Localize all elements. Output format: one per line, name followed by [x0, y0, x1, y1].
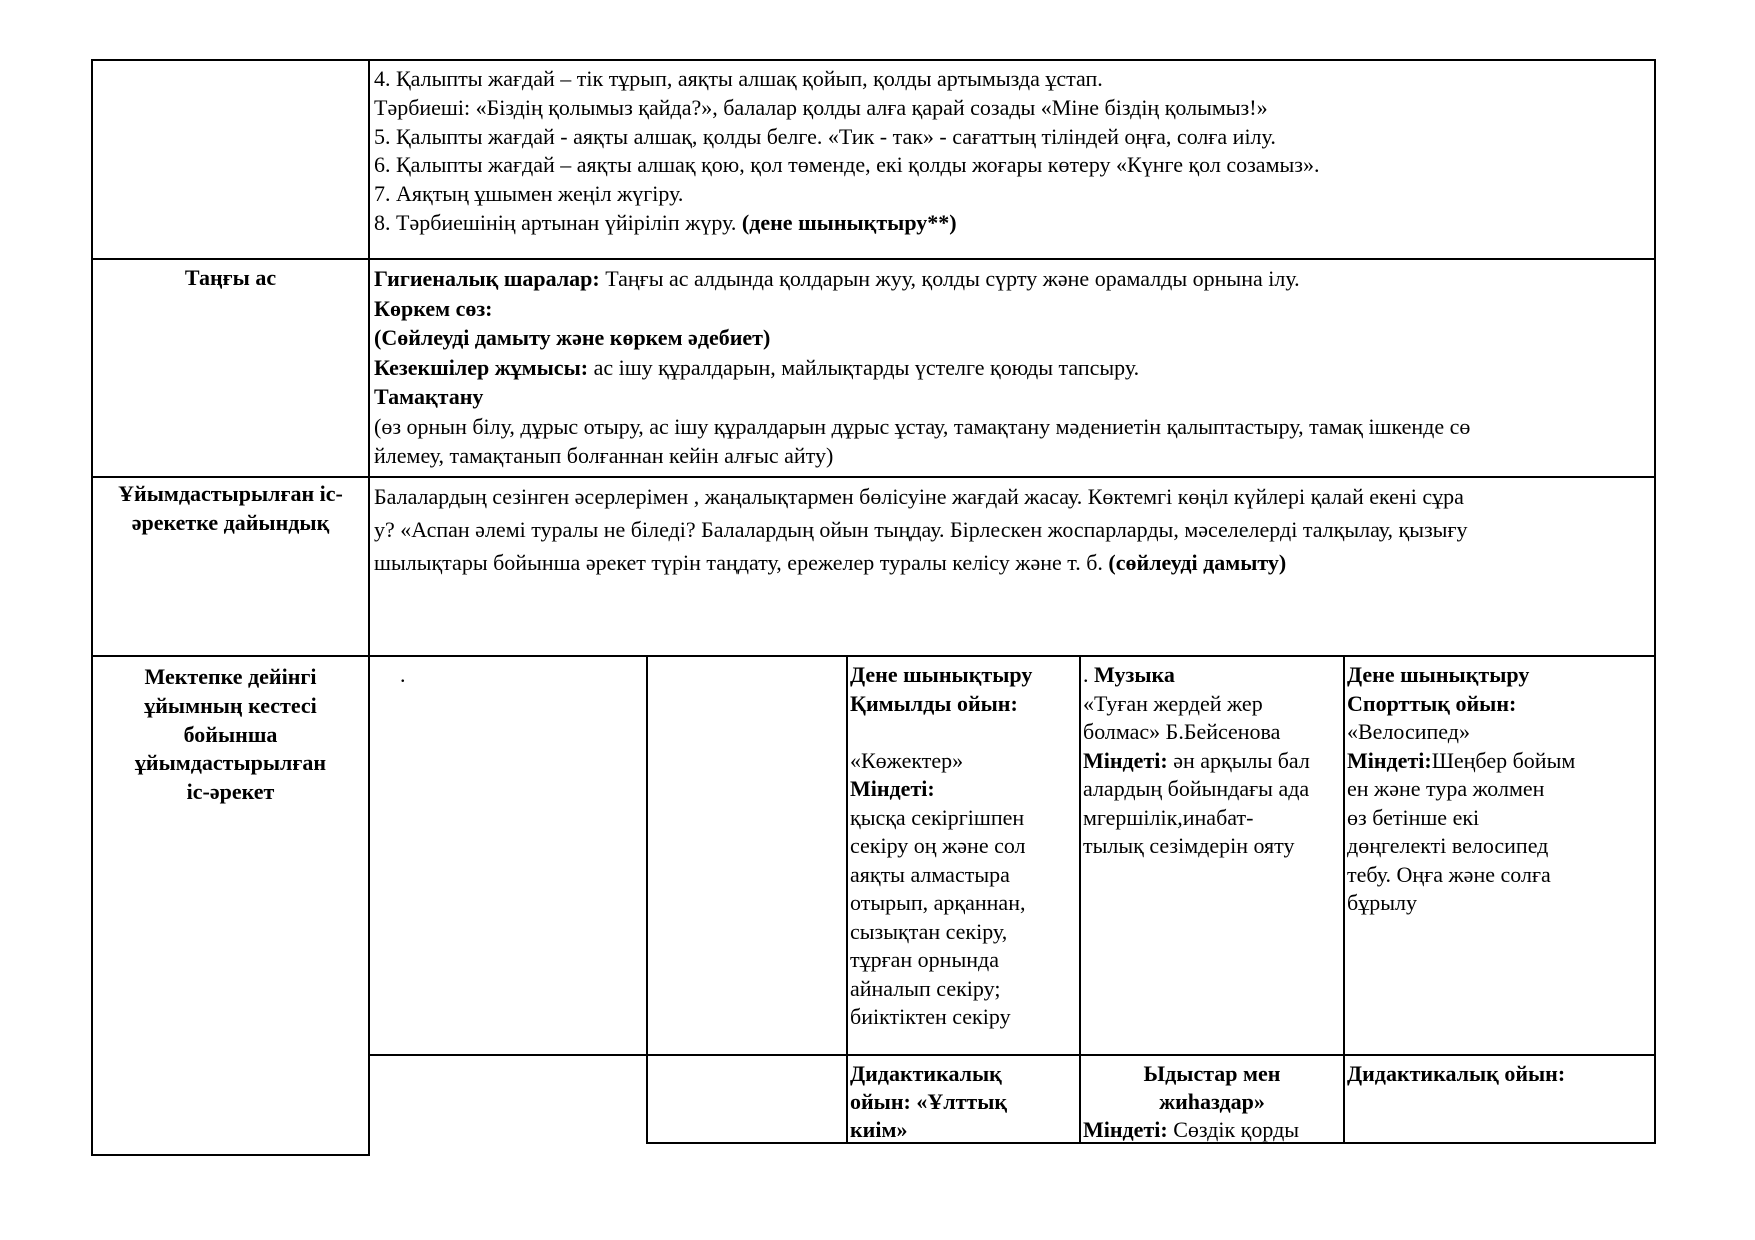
preparation-content-cell — [368, 476, 1656, 657]
pe-task-3: аяқты алмастыра — [850, 861, 1010, 887]
pe-task-1: қысқа секіргішпен — [850, 804, 1025, 830]
schedule-row2-col1-cell — [368, 1054, 648, 1156]
schedule-label-1: Мектепке дейінгі — [144, 664, 317, 689]
schedule-col1-cell — [368, 655, 648, 1056]
pe-game: «Көжектер» — [850, 747, 964, 773]
schedule-label-4: ұйымдастырылған — [134, 750, 327, 776]
schedule-col2-cell — [646, 655, 848, 1056]
exercise-line-5: 5. Қалыпты жағдай - аяқты алшақ, қолды белге. «Тик - так» - сағаттың тіліндей оңға, солға иілу. — [374, 123, 1276, 149]
sport-game: «Велосипед» — [1347, 719, 1470, 744]
subject-tag: (дене шынықтыру**) — [741, 209, 957, 235]
music-cell — [1079, 655, 1345, 1056]
music-title-line: . Музыка — [1083, 662, 1175, 687]
sport-subtitle: Спорттық ойын: — [1347, 690, 1517, 716]
schedule-label-2: ұйымның кестесі — [144, 692, 317, 718]
meal-label: Тамақтану — [374, 384, 484, 409]
preparation-label-cell — [91, 476, 370, 657]
physical-education-cell — [846, 655, 1081, 1056]
sport-task-5: тебу. Оңға және солға — [1347, 861, 1551, 887]
preparation-line-1: Балалардың сезінген әсерлерімен , жаңалықтармен бөлісуіне жағдай жасау. Көктемгі көңіл күйлері қалай екені сұра — [374, 484, 1464, 509]
dishes-cell — [1079, 1054, 1345, 1144]
didactic-line-1: Дидактикалық — [850, 1061, 1002, 1086]
didactic-game-cell — [846, 1054, 1081, 1144]
pe-task-4: отырып, арқаннан, — [850, 890, 1026, 915]
sport-title: Дене шынықтыру — [1347, 662, 1530, 687]
didactic-game-label: Дидактикалық ойын: — [1347, 1061, 1566, 1086]
breakfast-content-cell — [368, 258, 1656, 478]
schedule-label-3: бойынша — [183, 721, 278, 747]
pe-task-8: биіктіктен секіру — [850, 1004, 1011, 1029]
duty-line: Кезекшілер жұмысы: ас ішу құралдарын, майлықтарды үстелге қоюды тапсыру. — [374, 354, 1140, 380]
morning-exercise-cell — [368, 59, 1656, 260]
preparation-label-1: Ұйымдастырылған іс- — [118, 481, 343, 506]
exercise-line-4: 4. Қалыпты жағдай – тік тұрып, аяқты алшақ қойып, қолды артымызда ұстап. — [374, 66, 1103, 91]
music-task-line: Міндеті: ән арқылы бал — [1083, 747, 1310, 773]
art-subject: (Сөйлеуді дамыту және көркем әдебиет) — [374, 325, 771, 350]
preparation-line-2: у? «Аспан әлемі туралы не біледі? Балалардың ойын тыңдау. Бірлескен жоспарларды, мәселелерді талқылау, қызығу — [374, 517, 1468, 542]
meal-line-1: (өз орнын білу, дұрыс отыру, ас ішу құралдарын дұрыс ұстау, тамақтану мәдениетін қалыптастыру, тамақ ішкенде сө — [374, 413, 1471, 439]
dishes-task-line: Міндеті: Сөздік қорды — [1083, 1117, 1300, 1142]
music-song-1: «Туған жердей жер — [1083, 690, 1263, 716]
sport-task-2: ен және тура жолмен — [1347, 776, 1545, 801]
music-task-3: мгершілік,инабат- — [1083, 804, 1254, 830]
exercise-line-7: 7. Аяқтың ұшымен жеңіл жүгіру. — [374, 181, 684, 207]
pe-title: Дене шынықтыру — [850, 662, 1033, 687]
breakfast-label: Таңғы ас — [184, 265, 277, 290]
dishes-line-1: Ыдыстар мен — [1143, 1061, 1281, 1086]
exercise-line-8: 8. Тәрбиешінің артынан үйіріліп жүру. (дене шынықтыру**) — [374, 209, 957, 235]
sport-task-3: өз бетінше екі — [1347, 804, 1480, 830]
music-song-2: болмас» Б.Бейсенова — [1083, 719, 1281, 744]
music-task-4: тылық сезімдерін ояту — [1083, 833, 1295, 858]
preparation-line-3: шылықтары бойынша әрекет түрін таңдату, ережелер туралы келісу және т. б. (сөйлеуді дамыту) — [374, 550, 1287, 575]
schedule-label-cell — [91, 655, 370, 1156]
sport-task-line: Міндеті:Шеңбер бойым — [1347, 747, 1576, 773]
col1-dot: . — [400, 662, 406, 687]
pe-task-6: тұрған орнында — [850, 947, 999, 972]
sport-task-6: бұрылу — [1347, 890, 1417, 915]
didactic-line-2: ойын: «Ұлттық — [850, 1089, 1008, 1114]
pe-task-7: айналып секіру; — [850, 975, 1001, 1001]
pe-task-2: секіру оң және сол — [850, 833, 1026, 858]
music-task-2: алардың бойындағы ада — [1083, 776, 1310, 801]
schedule-label-5: іс-әрекет — [186, 779, 275, 805]
preparation-label-2: әрекетке дайындық — [131, 509, 330, 535]
sport-task-4: дөңгелекті велосипед — [1347, 833, 1549, 858]
blank-line — [850, 718, 1077, 747]
pe-task-5: сызықтан секіру, — [850, 918, 1008, 944]
breakfast-label-cell — [91, 258, 370, 478]
row1-label-cell — [91, 59, 370, 260]
pe-subtitle: Қимылды ойын: — [850, 690, 1018, 716]
sport-game-cell — [1343, 655, 1656, 1056]
exercise-teacher-line: Тәрбиеші: «Біздің қолымыз қайда?», балалар қолды алға қарай созады «Міне біздің қолымыз!» — [374, 94, 1268, 120]
dishes-line-2: жиһаздар» — [1159, 1089, 1265, 1114]
hygiene-line: Гигиеналық шаралар: Таңғы ас алдында қолдарын жуу, қолды сүрту және орамалды орнына ілу. — [374, 266, 1300, 291]
schedule-row2-col2-cell — [646, 1054, 848, 1144]
didactic-line-3: киім» — [850, 1117, 908, 1142]
didactic-game-cell-2 — [1343, 1054, 1656, 1144]
meal-line-2: йлемеу, тамақтанып болғаннан кейін алғыс айту) — [374, 443, 834, 468]
subject-tag: (сөйлеуді дамыту) — [1108, 550, 1287, 575]
exercise-line-6: 6. Қалыпты жағдай – аяқты алшақ қою, қол төменде, екі қолды жоғары көтеру «Күнге қол созамыз». — [374, 152, 1320, 178]
pe-task-label: Міндеті: — [850, 776, 935, 801]
art-word-label: Көркем сөз: — [374, 295, 493, 321]
